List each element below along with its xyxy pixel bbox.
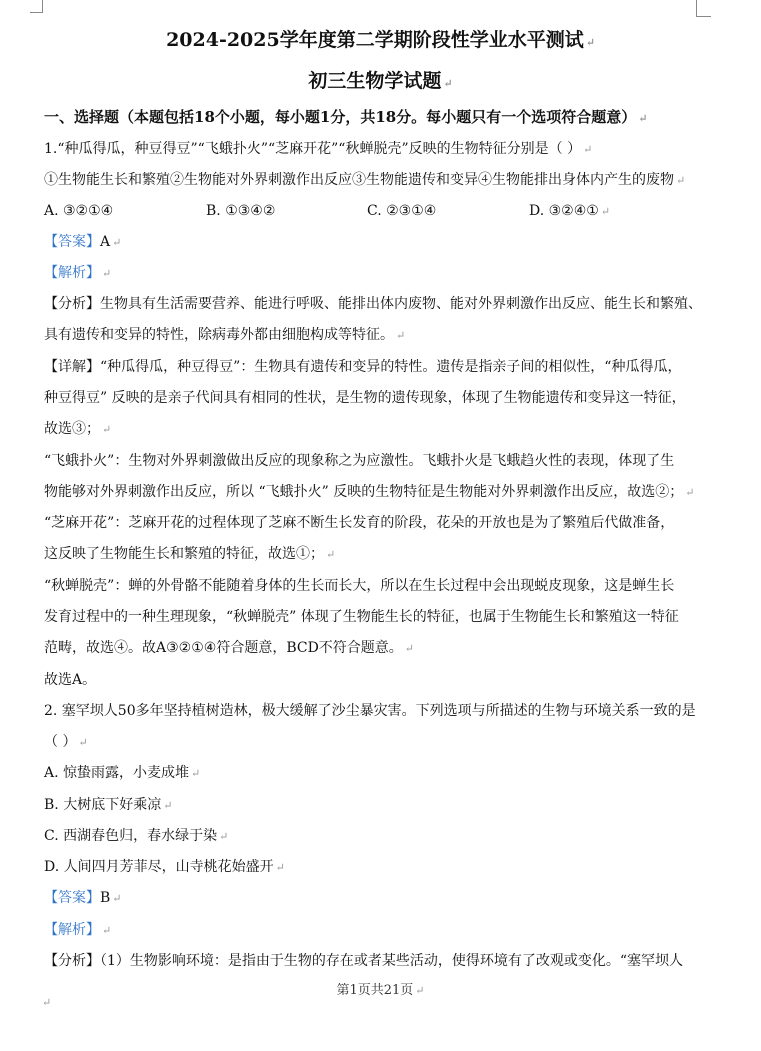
q1-option-d: D. ③②④① ↵ [529,203,611,219]
q1-xiangjie-line-5: 物能够对外界刺激作出反应，所以 “飞蛾扑火” 反映的生物特征是生物能对外界刺激作出反应，故选②； ↵ [44,484,695,500]
q2-answer: 【答案】B ↵ [44,890,122,906]
q1-xiangjie-line-3: 故选③； ↵ [44,421,112,437]
doc-subtitle: 初三生物学试题 ↵ [308,70,453,92]
q1-xiangjie-line-9: 发育过程中的一种生理现象，“秋蝉脱壳” 体现了生物能生长的特征，也属于生物能生长和繁殖这一特征 [44,609,679,625]
q1-option-c: C. ②③①④ [367,203,437,219]
q1-option-a: A. ③②①④ [44,203,114,219]
q1-analysis-label: 【解析】 ↵ [44,265,112,281]
page-footer: 第1页共21页 ↵ [336,983,425,998]
q2-analysis-label: 【解析】 ↵ [44,922,112,938]
q2-option-c: C. 西湖春色归，春水绿于染 ↵ [44,828,229,844]
q1-xiangjie-line-6: “芝麻开花”：芝麻开花的过程体现了芝麻不断生长发育的阶段，花朵的开放也是为了繁殖后代做准备， [44,515,675,531]
q1-stem: 1.“种瓜得瓜，种豆得豆”“飞蛾扑火”“芝麻开花”“秋蝉脱壳”反映的生物特征分别是（ ） ↵ [44,141,593,157]
q1-conclusion: 故选A。 [44,672,97,688]
q1-fenxi-line-2: 具有遗传和变异的特性，除病毒外都由细胞构成等特征。 ↵ [44,327,406,343]
section-heading: 一、选择题（本题包括18个小题，每小题1分，共18分。每小题只有一个选项符合题意） ↵ [44,108,648,126]
q1-xiangjie-line-1: 【详解】“种瓜得瓜，种豆得豆”：生物具有遗传和变异的特性。遗传是指亲子间的相似性，“种瓜得瓜， [44,359,682,375]
q2-option-d: D. 人间四月芳菲尽，山寺桃花始盛开 ↵ [44,859,285,875]
q1-xiangjie-line-10: 范畴，故选④。故A③②①④符合题意，BCD不符合题意。 ↵ [44,640,415,656]
q1-xiangjie-line-8: “秋蝉脱壳”：蝉的外骨骼不能随着身体的生长而长大，所以在生长过程中会出现蜕皮现象，这是蝉生长 [44,578,675,594]
crop-mark-top-right [696,0,711,17]
q2-stem: 2. 塞罕坝人50多年坚持植树造林，极大缓解了沙尘暴灾害。下列选项与所描述的生物与环境关系一致的是 [44,703,696,719]
q1-fenxi-line-1: 【分析】生物具有生活需要营养、能进行呼吸、能排出体内废物、能对外界刺激作出反应、能生长和繁殖、 [44,296,702,312]
q1-xiangjie-line-7: 这反映了生物能生长和繁殖的特征，故选①； ↵ [44,546,336,562]
q1-statements: ①生物能生长和繁殖②生物能对外界刺激作出反应③生物能遗传和变异④生物能排出身体内产生的废物 ↵ [44,172,686,188]
q2-stem-cont: （ ） ↵ [44,734,88,750]
doc-title: 2024-2025学年度第二学期阶段性学业水平测试 ↵ [166,29,595,51]
q2-option-b: B. 大树底下好乘凉 ↵ [44,797,173,813]
paragraph-mark: ↵ [42,996,52,1009]
q1-xiangjie-line-4: “飞蛾扑火”：生物对外界刺激做出反应的现象称之为应激性。飞蛾扑火是飞蛾趋火性的表现，体现了生 [44,453,675,469]
q2-fenxi-line-1: 【分析】（1）生物影响环境：是指由于生物的存在或者某些活动，使得环境有了改观或变化。“塞罕坝人 [44,953,684,969]
q2-option-a: A. 惊蛰雨露，小麦成堆 ↵ [44,765,201,781]
q1-option-b: B. ①③④② [206,203,276,219]
q1-xiangjie-line-2: 种豆得豆” 反映的是亲子代间具有相同的性状，是生物的遗传现象，体现了生物能遗传和变异这一特征， [44,390,686,406]
crop-mark-top-left [30,0,43,13]
q1-answer: 【答案】A ↵ [44,234,122,250]
